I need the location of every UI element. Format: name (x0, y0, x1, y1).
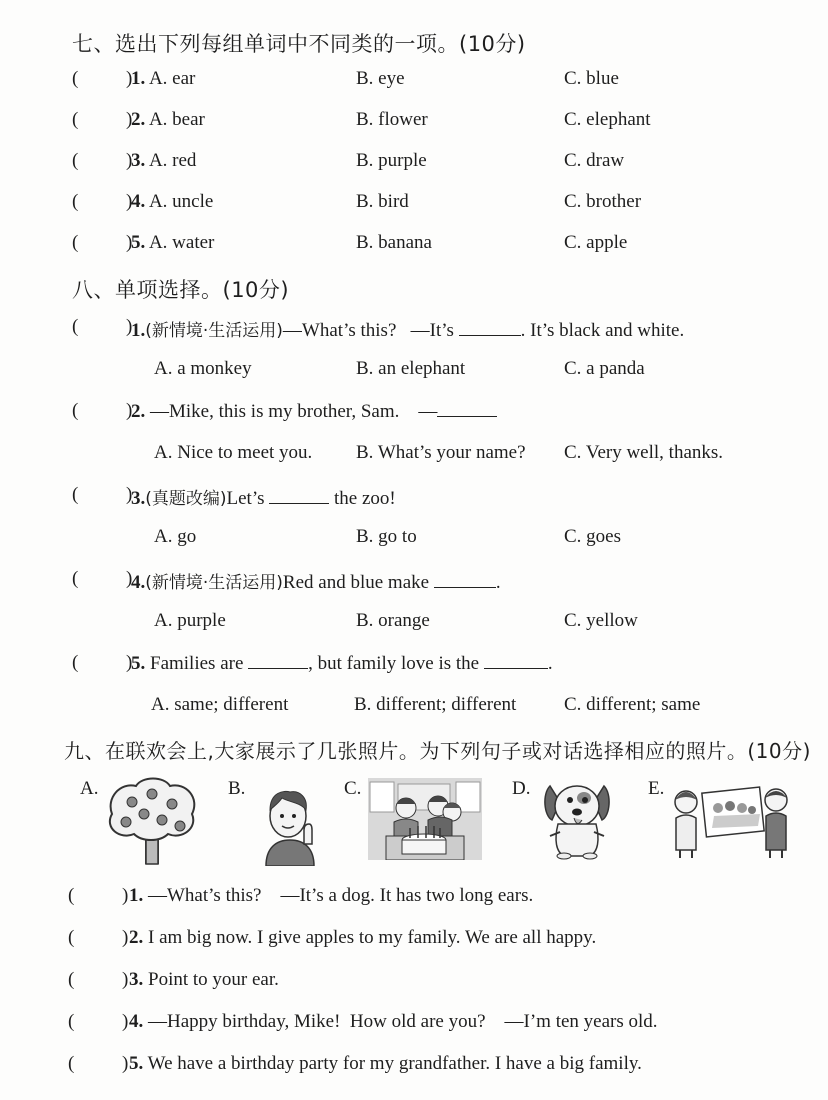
answer-paren-right: ) (126, 68, 133, 89)
answer-paren-right: ) (126, 316, 133, 337)
s7-question-1 (0, 68, 828, 98)
question-text: Families are (145, 653, 244, 674)
question-text: Point to your ear. (143, 969, 279, 990)
answer-paren-left: ( (72, 191, 79, 212)
question-number: 1. (131, 320, 146, 341)
dog-icon (540, 776, 614, 860)
s8-options-5 (0, 694, 828, 724)
option-a: A. water (148, 232, 215, 253)
option-c: C. goes (564, 526, 621, 547)
answer-paren-left: ( (68, 1053, 75, 1074)
s8-question-5 (0, 652, 828, 682)
answer-paren-right: ) (122, 1011, 129, 1032)
question-text: . It’s black and white. (520, 320, 685, 341)
option-b: B. eye (356, 68, 405, 89)
s8-options-3 (0, 526, 828, 556)
answer-paren-right: ) (126, 109, 133, 130)
s8-options-4 (0, 610, 828, 640)
answer-paren-right: ) (122, 969, 129, 990)
section-8-title: 八、单项选择。(10分) (72, 278, 290, 302)
s9-question-5 (0, 1053, 828, 1083)
option-c: C. different; same (564, 694, 701, 715)
answer-paren-left: ( (72, 568, 79, 589)
answer-blank (248, 652, 308, 669)
option-c: C. yellow (564, 610, 638, 631)
option-b: B. bird (356, 191, 409, 212)
option-a: A. bear (148, 109, 205, 130)
option-c: C. blue (564, 68, 619, 89)
option-c: C. elephant (564, 109, 651, 130)
answer-paren-left: ( (72, 150, 79, 171)
s8-question-4 (0, 568, 828, 598)
question-number: 2. (129, 927, 144, 948)
option-c: C. a panda (564, 358, 645, 379)
s9-question-3 (0, 969, 828, 999)
s7-question-4 (0, 191, 828, 221)
question-text: Red and blue make (282, 572, 430, 593)
question-number: 2. (131, 401, 146, 422)
option-c: C. brother (564, 191, 642, 212)
question-number: 3. (129, 969, 144, 990)
question-text: . (495, 572, 501, 593)
birthday-party-icon (368, 778, 482, 860)
question-tag: (新情境·生活运用) (145, 321, 283, 341)
option-a: A. a monkey (154, 358, 252, 379)
section-7-title: 七、选出下列每组单词中不同类的一项。(10分) (72, 32, 526, 56)
s7-question-3 (0, 150, 828, 180)
question-tag: (真题改编) (145, 489, 227, 509)
s8-options-1 (0, 358, 828, 388)
answer-paren-left: ( (72, 109, 79, 130)
s7-question-2 (0, 109, 828, 139)
answer-paren-right: ) (126, 568, 133, 589)
answer-paren-left: ( (68, 1011, 75, 1032)
question-number: 3. (131, 488, 146, 509)
picture-label-a: A. (80, 778, 99, 799)
answer-paren-left: ( (72, 652, 79, 673)
answer-paren-right: ) (126, 484, 133, 505)
question-text: —Happy birthday, Mike! How old are you? —I’m ten years old. (143, 1011, 658, 1032)
answer-paren-right: ) (126, 400, 133, 421)
question-number: 5. (131, 232, 146, 253)
answer-paren-left: ( (72, 316, 79, 337)
picture-label-e: E. (648, 778, 665, 799)
question-number: 4. (129, 1011, 144, 1032)
answer-blank (437, 400, 497, 417)
s8-options-2 (0, 442, 828, 472)
question-text: —Mike, this is my brother, Sam. (145, 401, 400, 422)
answer-paren-left: ( (68, 969, 75, 990)
picture-label-b: B. (228, 778, 246, 799)
option-b: B. orange (356, 610, 430, 631)
answer-paren-left: ( (72, 400, 79, 421)
question-tag: (新情境·生活运用) (145, 573, 283, 593)
answer-paren-left: ( (72, 232, 79, 253)
answer-paren-right: ) (126, 232, 133, 253)
question-number: 3. (131, 150, 146, 171)
answer-paren-left: ( (72, 484, 79, 505)
answer-paren-left: ( (72, 68, 79, 89)
answer-blank (434, 571, 496, 588)
option-c: C. Very well, thanks. (564, 442, 724, 463)
option-b: B. go to (356, 526, 417, 547)
question-number: 5. (131, 653, 146, 674)
option-b: B. different; different (354, 694, 517, 715)
answer-blank (269, 487, 329, 504)
s8-question-1 (0, 316, 828, 346)
question-text: —What’s this? —It’s a dog. It has two long ears. (143, 885, 534, 906)
s9-question-2 (0, 927, 828, 957)
option-b: B. flower (356, 109, 428, 130)
question-text: I am big now. I give apples to my family. We are all happy. (143, 927, 597, 948)
s7-question-5 (0, 232, 828, 262)
answer-paren-right: ) (126, 150, 133, 171)
option-c: C. apple (564, 232, 628, 253)
answer-paren-right: ) (122, 927, 129, 948)
picture-label-c: C. (344, 778, 362, 799)
boy-thumbs-up-icon (258, 784, 322, 866)
option-a: A. purple (154, 610, 226, 631)
answer-paren-right: ) (122, 1053, 129, 1074)
question-text: Let’s (226, 488, 265, 509)
option-a: A. go (154, 526, 197, 547)
question-number: 1. (131, 68, 146, 89)
question-text: —What’s this? (282, 320, 397, 341)
question-text: the zoo! (329, 488, 396, 509)
option-b: B. What’s your name? (356, 442, 526, 463)
answer-blank (484, 652, 548, 669)
family-photo-icon (670, 778, 794, 858)
option-a: A. uncle (148, 191, 214, 212)
s8-question-2 (0, 400, 828, 430)
question-text: —It’s (410, 320, 454, 341)
answer-blank (459, 319, 521, 336)
option-b: B. purple (356, 150, 427, 171)
option-a: A. red (148, 150, 197, 171)
s8-question-3 (0, 484, 828, 514)
option-a: A. same; different (151, 694, 289, 715)
answer-paren-left: ( (68, 885, 75, 906)
option-a: A. Nice to meet you. (154, 442, 313, 463)
option-c: C. draw (564, 150, 625, 171)
question-number: 2. (131, 109, 146, 130)
option-a: A. ear (148, 68, 196, 89)
apple-tree-icon (102, 776, 202, 866)
s9-question-1 (0, 885, 828, 915)
picture-label-d: D. (512, 778, 531, 799)
answer-paren-right: ) (126, 191, 133, 212)
option-b: B. banana (356, 232, 432, 253)
question-text: . (547, 653, 553, 674)
question-text: — (418, 401, 438, 422)
s9-question-4 (0, 1011, 828, 1041)
section-9-title: 九、在联欢会上,大家展示了几张照片。为下列句子或对话选择相应的照片。(10分) (64, 739, 811, 763)
option-b: B. an elephant (356, 358, 466, 379)
question-number: 1. (129, 885, 144, 906)
question-number: 5. (129, 1053, 144, 1074)
question-text: , but family love is the (308, 653, 480, 674)
answer-paren-left: ( (68, 927, 75, 948)
answer-paren-right: ) (126, 652, 133, 673)
question-text: We have a birthday party for my grandfather. I have a big family. (143, 1053, 642, 1074)
question-number: 4. (131, 572, 146, 593)
question-number: 4. (131, 191, 146, 212)
answer-paren-right: ) (122, 885, 129, 906)
